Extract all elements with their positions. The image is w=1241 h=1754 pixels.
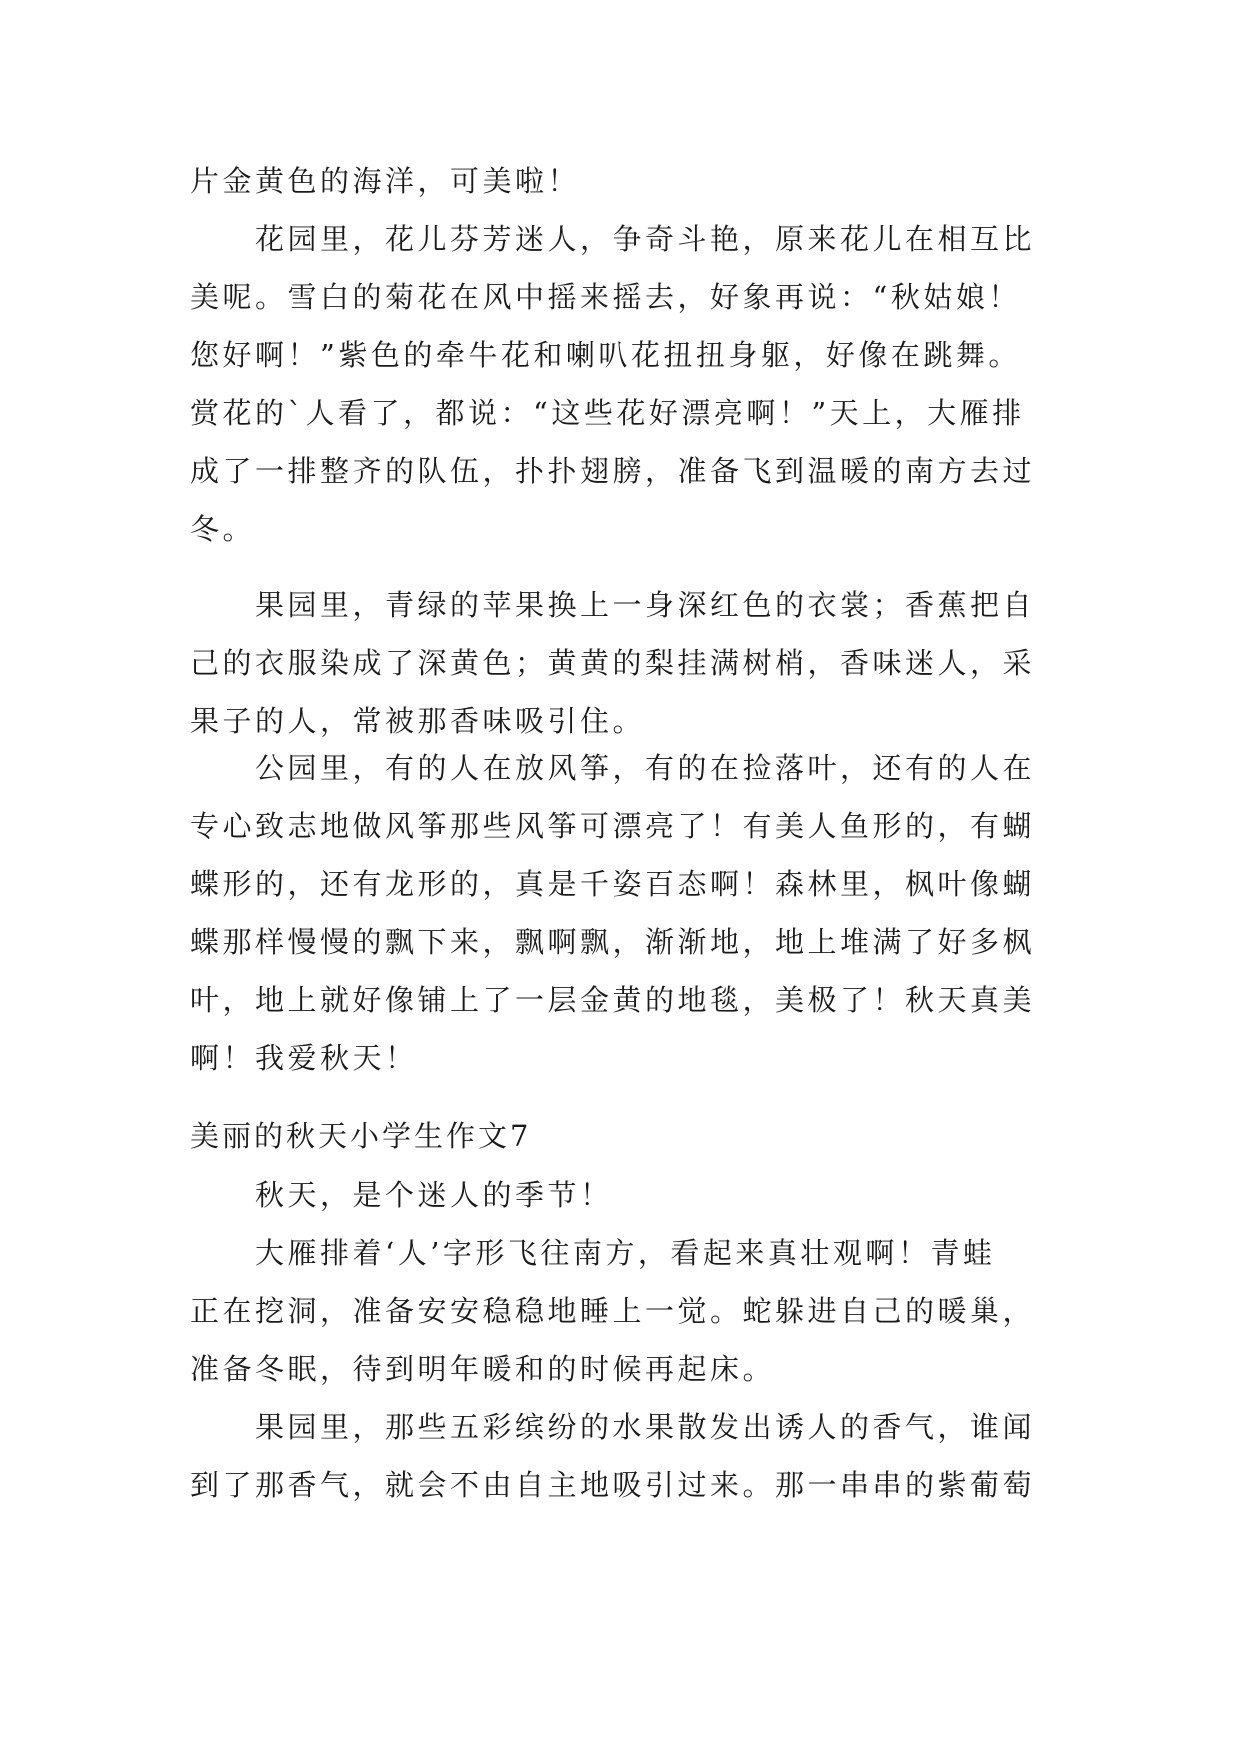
text-line: 己的衣服染成了深黄色；黄黄的梨挂满树梢，香味迷人，采 — [190, 646, 1036, 680]
text-line: 到了那香气，就会不由自主地吸引过来。那一串串的紫葡萄 — [190, 1468, 1036, 1502]
text-line: 正在挖洞，准备安安稳稳地睡上一觉。蛇躲进自己的暖巢， — [190, 1294, 1036, 1328]
text-line: 秋天，是个迷人的季节！ — [190, 1178, 613, 1212]
text-line: 果子的人，常被那香味吸引住。 — [190, 704, 646, 738]
text-line: 啊！我爱秋天！ — [190, 1041, 418, 1075]
paragraph-group-essay7 — [190, 1166, 1050, 1514]
text-line: 赏花的`人看了，都说：“这些花好漂亮啊！”天上，大雁排 — [190, 396, 1025, 430]
text-line: 公园里，有的人在放风筝，有的在捡落叶，还有的人在 — [190, 751, 1036, 785]
text-line: 大雁排着‘人’字形飞往南方，看起来真壮观啊！青蛙 — [190, 1236, 996, 1270]
text-line: 蝶形的，还有龙形的，真是千姿百态啊！森林里，枫叶像蝴 — [190, 867, 1036, 901]
text-line: 成了一排整齐的队伍，扑扑翅膀，准备飞到温暖的南方去过 — [190, 454, 1036, 488]
text-line: 果园里，青绿的苹果换上一身深红色的衣裳；香蕉把自 — [190, 588, 1036, 622]
text-line: 片金黄色的海洋，可美啦！ — [190, 164, 581, 198]
text-line: 专心致志地做风筝那些风筝可漂亮了！有美人鱼形的，有蝴 — [190, 809, 1036, 843]
paragraph-park — [190, 739, 1050, 1087]
text-line: 果园里，那些五彩缤纷的水果散发出诱人的香气，谁闻 — [190, 1410, 1036, 1444]
text-line: 花园里，花儿芬芳迷人，争奇斗艳，原来花儿在相互比 — [190, 222, 1036, 256]
text-line: 叶，地上就好像铺上了一层金黄的地毯，美极了！秋天真美 — [190, 983, 1036, 1017]
essay-heading: 美丽的秋天小学生作文7 — [190, 1119, 532, 1153]
text-line: 您好啊！”紫色的牵牛花和喇叭花扭扭身躯，好像在跳舞。 — [190, 338, 1021, 372]
text-line: 准备冬眠，待到明年暖和的时候再起床。 — [190, 1352, 776, 1386]
text-line: 蝶那样慢慢的飘下来，飘啊飘，渐渐地，地上堆满了好多枫 — [190, 925, 1036, 959]
text-line: 美呢。雪白的菊花在风中摇来摇去，好象再说：“秋姑娘！ — [190, 280, 1021, 314]
text-line: 冬。 — [190, 512, 256, 546]
paragraph-orchard — [190, 576, 1050, 750]
paragraph-group-flowers — [190, 152, 1050, 558]
